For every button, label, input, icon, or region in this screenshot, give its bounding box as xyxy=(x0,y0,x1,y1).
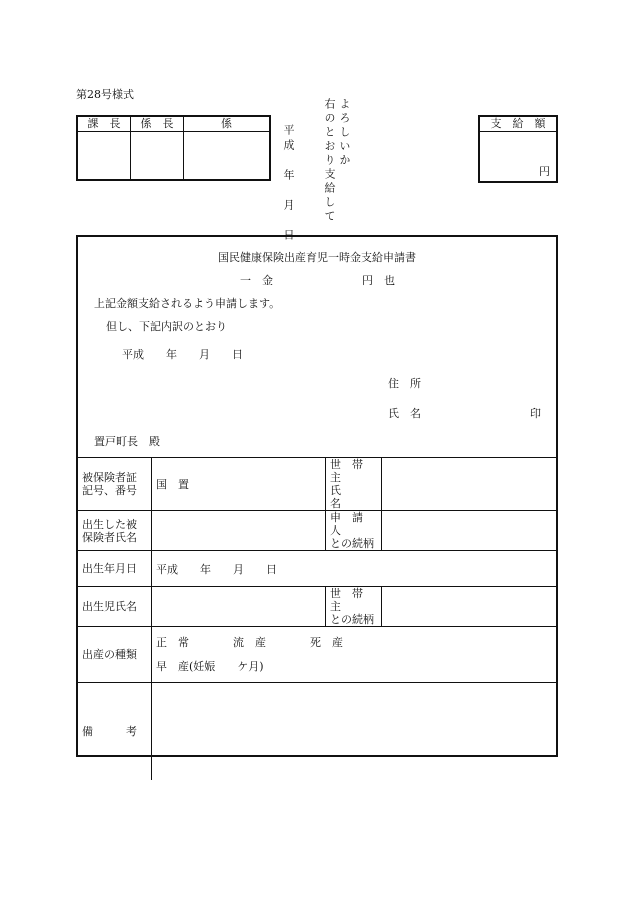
approval-header-sub-chief: 係 長 xyxy=(131,116,184,132)
payment-header: 支 給 額 xyxy=(479,116,557,132)
approval-note-line2: 右のとおり支給して xyxy=(323,98,336,224)
applicant-relation-label: 申 請 人 との続柄 xyxy=(326,511,382,551)
amount-prefix: 一 金 xyxy=(240,274,273,287)
address-label: 住 所 xyxy=(388,377,421,390)
approval-cell-section-chief[interactable] xyxy=(77,132,131,181)
child-name-field[interactable] xyxy=(152,587,326,627)
birthdate-label: 出生年月日 xyxy=(78,551,152,587)
head-relation-label: 世 帯 主 との続柄 xyxy=(326,587,382,627)
household-head-field[interactable] xyxy=(382,458,557,511)
delivery-type-field[interactable] xyxy=(152,627,557,683)
approval-note-line1: よろしいか xyxy=(338,98,351,168)
child-name-label: 出生児氏名 xyxy=(78,587,152,627)
seal-mark: 印 xyxy=(530,407,541,420)
approval-cell-staff[interactable] xyxy=(184,132,271,181)
application-form xyxy=(76,235,558,757)
head-relation-field[interactable] xyxy=(382,587,557,627)
delivery-type-options: 正 常 流 産 死 産 xyxy=(156,635,343,649)
remarks-label: 備 考 xyxy=(78,683,152,781)
payment-amount-box xyxy=(478,115,558,183)
form-number: 第28号様式 xyxy=(76,88,134,101)
insured-id-field[interactable] xyxy=(152,458,326,511)
insured-id-prefix: 国 置 xyxy=(156,478,189,491)
addressee: 置戸町長 殿 xyxy=(94,435,160,448)
approval-header-staff: 係 xyxy=(184,116,271,132)
payment-amount-field[interactable] xyxy=(479,132,557,183)
request-statement: 上記金額支給されるよう申請します。 xyxy=(94,297,281,310)
approval-stamp-box xyxy=(76,115,271,181)
birthdate-value: 平成 年 月 日 xyxy=(156,562,277,576)
household-head-label: 世 帯 主 氏 名 xyxy=(326,458,382,511)
proviso-text: 但し、下記内訳のとおり xyxy=(106,320,227,333)
birthdate-field[interactable] xyxy=(152,551,557,587)
born-insured-field[interactable] xyxy=(152,511,326,551)
yen-unit: 円 xyxy=(539,165,550,178)
application-date: 平成 年 月 日 xyxy=(122,348,243,361)
remarks-field[interactable] xyxy=(152,683,557,781)
insured-id-label: 被保険者証 記号、番号 xyxy=(78,458,152,511)
form-title: 国民健康保険出産育児一時金支給申請書 xyxy=(218,251,416,264)
approval-note-date: 平成 年 月 日 xyxy=(282,124,295,244)
amount-suffix: 円 也 xyxy=(362,274,395,287)
delivery-type-premature: 早 産(妊娠 ケ月) xyxy=(156,659,264,673)
delivery-type-label: 出産の種類 xyxy=(78,627,152,683)
approval-header-section-chief: 課 長 xyxy=(77,116,131,132)
approval-cell-sub-chief[interactable] xyxy=(131,132,184,181)
details-table xyxy=(78,457,556,780)
name-label: 氏 名 xyxy=(388,407,421,420)
applicant-relation-field[interactable] xyxy=(382,511,557,551)
born-insured-label: 出生した被 保険者氏名 xyxy=(78,511,152,551)
